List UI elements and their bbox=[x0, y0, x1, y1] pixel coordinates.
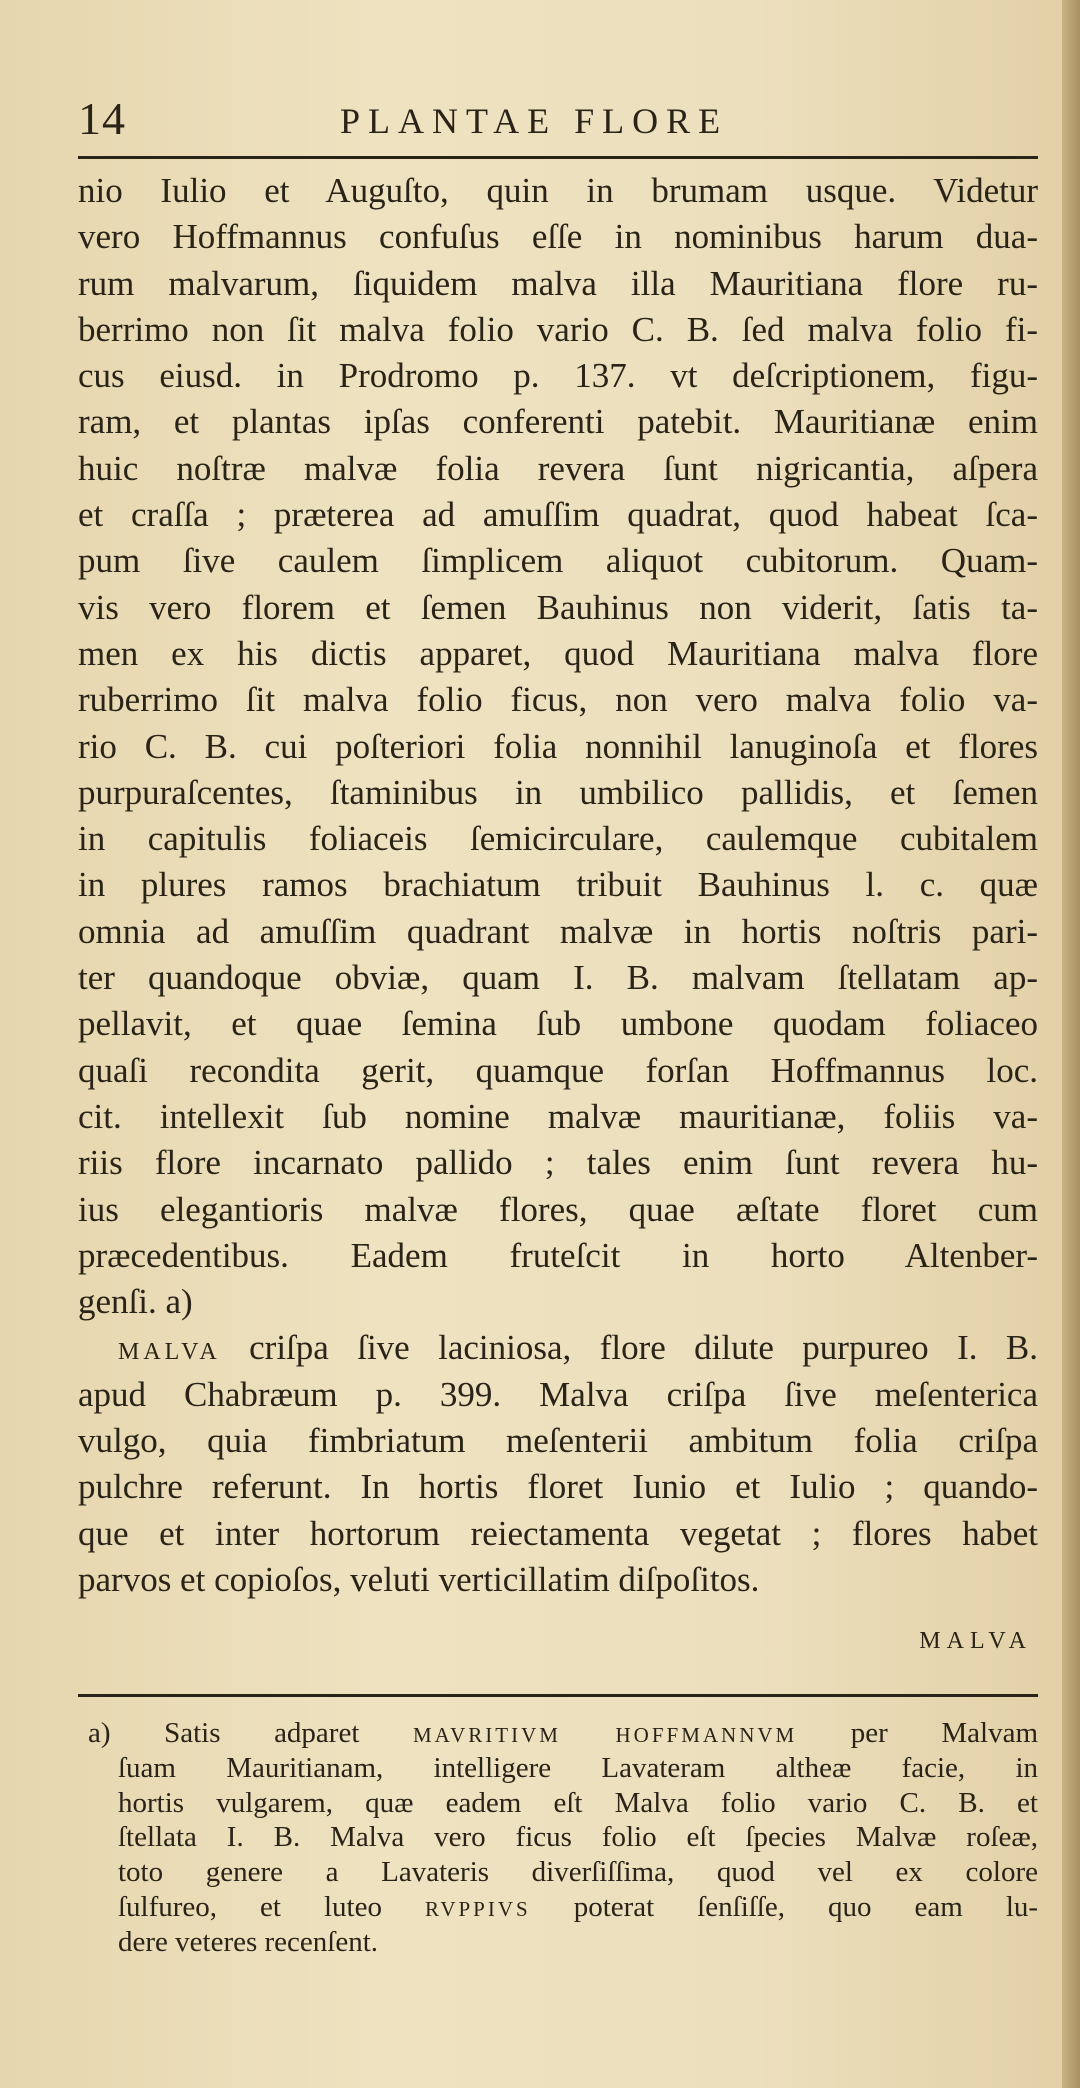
text-line: huic noſtræ malvæ folia revera ſunt nigricantia, aſpera bbox=[78, 448, 1038, 488]
text-line: pum ſive caulem ſimplicem aliquot cubitorum. Quam- bbox=[78, 541, 1038, 581]
text-line: que et inter hortorum reiectamenta vegetat ; flores habet bbox=[78, 1513, 1038, 1553]
text-line: ius elegantioris malvæ flores, quae æſtate floret cum bbox=[78, 1189, 1038, 1229]
text-line: nio Iulio et Auguſto, quin in brumam usque. Videtur bbox=[78, 171, 1038, 210]
text-line: vulgo, quia fimbriatum meſenterii ambitum folia criſpa bbox=[78, 1421, 1038, 1461]
text-line: cit. intellexit ſub nomine malvæ mauritianæ, foliis va- bbox=[78, 1096, 1038, 1136]
page-edge bbox=[1062, 0, 1080, 2088]
page-number: 14 bbox=[78, 93, 126, 144]
text-line: pulchre referunt. In hortis floret Iunio et Iulio ; quando- bbox=[78, 1467, 1038, 1507]
text-line: ter quandoque obviæ, quam I. B. malvam ſtellatam ap- bbox=[78, 958, 1038, 998]
text-line: vero Hoffmannus confuſus eſſe in nominibus harum dua- bbox=[78, 217, 1038, 257]
malva-crispa-rest: criſpa ſive laciniosa, flore dilute purpureo I. B. bbox=[249, 1328, 1038, 1368]
malva-crispa-first-line bbox=[78, 1325, 1038, 1371]
text-line: apud Chabræum p. 399. Malva criſpa ſive meſenterica bbox=[78, 1374, 1038, 1414]
text-line: purpuraſcentes, ſtaminibus in umbilico pallidis, et ſemen bbox=[78, 772, 1038, 812]
malva-crispa-lead: MALVA bbox=[118, 1339, 221, 1366]
footnote-text: ſulfureo, et luteo bbox=[118, 1890, 382, 1923]
footnote-smallcaps: RVPPIVS bbox=[425, 1896, 531, 1921]
header-rule bbox=[78, 156, 1038, 159]
text-line: vis vero florem et ſemen Bauhinus non viderit, ſatis ta- bbox=[78, 587, 1038, 627]
text-line: ruberrimo ſit malva folio ficus, non vero malva folio va- bbox=[78, 680, 1038, 720]
text-line: et craſſa ; præterea ad amuſſim quadrat, quod habeat ſca- bbox=[78, 495, 1038, 535]
text-line: rio C. B. cui poſteriori folia nonnihil lanuginoſa et flores bbox=[78, 726, 1038, 766]
footnote-line: toto genere a Lavateris diverſiſſima, quod vel ex colore bbox=[118, 1856, 1038, 1889]
text-line: men ex his dictis apparet, quod Mauritiana malva flore bbox=[78, 633, 1038, 673]
footnote-line: hortis vulgarem, quæ eadem eſt Malva folio vario C. B. et bbox=[118, 1786, 1038, 1819]
text-line: omnia ad amuſſim quadrant malvæ in hortis noſtris pari- bbox=[78, 911, 1038, 951]
text-line: pellavit, et quae ſemina ſub umbone quodam foliaceo bbox=[78, 1004, 1038, 1044]
text-line: parvos et copioſos, veluti verticillatim diſpoſitos. bbox=[78, 1559, 760, 1599]
footnote-line: dere veteres recenſent. bbox=[118, 1925, 379, 1958]
text-line: berrimo non ſit malva folio vario C. B. ſed malva folio fi- bbox=[78, 309, 1038, 349]
text-line: rum malvarum, ſiquidem malva illa Mauritiana flore ru- bbox=[78, 263, 1038, 303]
text-line: ram, et plantas ipſas conferenti patebit. Mauritianæ enim bbox=[78, 402, 1038, 442]
footnote-line: ſtellata I. B. Malva vero ficus folio eſt ſpecies Malvæ roſeæ, bbox=[118, 1821, 1038, 1854]
footnote-line-1 bbox=[88, 1716, 1038, 1751]
text-line: cus eiusd. in Prodromo p. 137. vt deſcriptionem, figu- bbox=[78, 356, 1038, 396]
text-line: riis flore incarnato pallido ; tales enim ſunt revera hu- bbox=[78, 1143, 1038, 1183]
text-line: quaſi recondita gerit, quamque forſan Hoffmannus loc. bbox=[78, 1050, 1038, 1090]
footnote-line: ſuam Mauritianam, intelligere Lavateram altheæ facie, in bbox=[118, 1751, 1038, 1784]
page-header bbox=[78, 92, 1028, 152]
footnote-text: a) Satis adparet bbox=[88, 1717, 360, 1749]
footnote-text: per Malvam bbox=[850, 1717, 1039, 1749]
text-line: genſi. a) bbox=[78, 1282, 193, 1322]
footnote-rule bbox=[78, 1694, 1038, 1697]
text-line: in capitulis foliaceis ſemicirculare, caulemque cubitalem bbox=[78, 819, 1038, 859]
text-line: in plures ramos brachiatum tribuit Bauhinus l. c. quæ bbox=[78, 865, 1038, 905]
main-text bbox=[78, 168, 1038, 1603]
footnote-line-6 bbox=[88, 1890, 1038, 1925]
text-line: præcedentibus. Eadem fruteſcit in horto Altenber- bbox=[78, 1235, 1038, 1275]
running-title: PLANTAE FLORE bbox=[340, 101, 729, 141]
catchword: MALVA bbox=[919, 1628, 1032, 1654]
footnote bbox=[88, 1716, 1038, 1960]
footnote-smallcaps: MAVRITIVM HOFFMANNVM bbox=[412, 1723, 798, 1747]
footnote-text: poterat ſenſiſſe, quo eam lu- bbox=[573, 1890, 1039, 1923]
